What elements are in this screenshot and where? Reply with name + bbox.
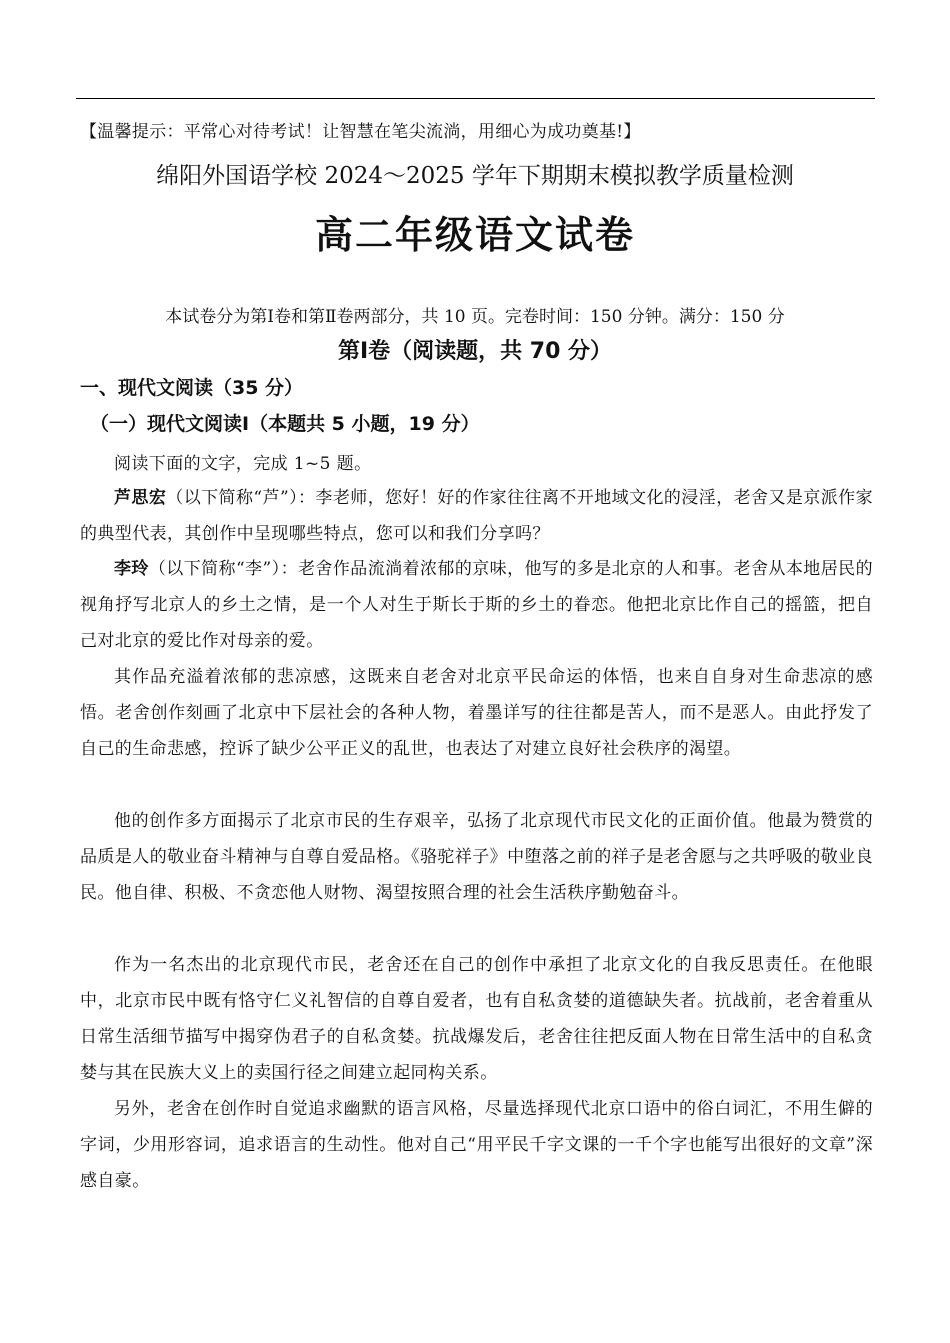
instruction: 阅读下面的文字，完成 1~5 题。 bbox=[114, 454, 372, 474]
top-rule bbox=[76, 98, 875, 99]
paragraph-text: （以下简称“李”）：老舍作品流淌着浓郁的京味，他写的多是北京的人和事。老舍从本地居民的视角抒写北京人的乡土之情，是一个人对生于斯长于斯的乡土的眷恋。他把北京比作自己的摇篮，把自己对北京的爱比作对母亲的爱。 bbox=[80, 559, 873, 651]
school-exam-line: 绵阳外国语学校 2024～2025 学年下期期末模拟教学质量检测 bbox=[156, 163, 794, 189]
speaker-name: 芦思宏 bbox=[114, 488, 167, 508]
warm-tip: 【温馨提示：平常心对待考试！让智慧在笔尖流淌，用细心为成功奠基!】 bbox=[80, 122, 641, 142]
exam-info: 本试卷分为第Ⅰ卷和第Ⅱ卷两部分，共 10 页。完卷时间：150 分钟。满分：150 分 bbox=[165, 307, 785, 327]
paragraph-6: 另外，老舍在创作时自觉追求幽默的语言风格，尽量选择现代北京口语中的俗白词汇，不用生僻的字词，少用形容词，追求语言的生动性。他对自己“用平民千字文课的一千个字也能写出很好的文章”深感自豪。 bbox=[80, 1099, 873, 1191]
paragraph-3: 其作品充溢着浓郁的悲凉感，这既来自老舍对北京平民命运的体悟，也来自自身对生命悲凉的感悟。老舍创作刻画了北京中下层社会的各种人物，着墨详写的往往都是苦人，而不是恶人。由此抒发了自己的生命悲感，控诉了缺少公平正义的乱世，也表达了对建立良好社会秩序的渴望。 bbox=[80, 667, 873, 759]
subsection-heading: （一）现代文阅读Ⅰ（本题共 5 小题，19 分） bbox=[90, 413, 480, 435]
section-heading: 一、现代文阅读（35 分） bbox=[80, 377, 304, 399]
page-title: 高二年级语文试卷 bbox=[314, 213, 635, 257]
paragraph-1 bbox=[80, 480, 873, 552]
paragraph-5: 作为一名杰出的北京现代市民，老舍还在自己的创作中承担了北京文化的自我反思责任。在他眼中，北京市民中既有恪守仁义礼智信的自尊自爱者，也有自私贪婪的道德缺失者。抗战前，老舍着重从日常生活细节描写中揭穿伪君子的自私贪婪。抗战爆发后，老舍往往把反面人物在日常生活中的自私贪婪与其在民族大义上的卖国行径之间建立起同构关系。 bbox=[80, 955, 873, 1083]
paragraph-2 bbox=[80, 551, 873, 659]
part-heading: 第Ⅰ卷（阅读题，共 70 分） bbox=[337, 339, 613, 364]
paragraph-4: 他的创作多方面揭示了北京市民的生存艰辛，弘扬了北京现代市民文化的正面价值。他最为赞赏的品质是人的敬业奋斗精神与自尊自爱品格。《骆驼祥子》中堕落之前的祥子是老舍愿与之共呼吸的敬业良民。他自律、积极、不贪恋他人财物、渴望按照合理的社会生活秩序勤勉奋斗。 bbox=[80, 811, 873, 903]
paragraph-text: （以下简称“芦”）：李老师，您好！好的作家往往离不开地域文化的浸淫，老舍又是京派作家的典型代表，其创作中呈现哪些特点，您可以和我们分享吗？ bbox=[80, 488, 873, 544]
speaker-name: 李玲 bbox=[114, 559, 149, 579]
